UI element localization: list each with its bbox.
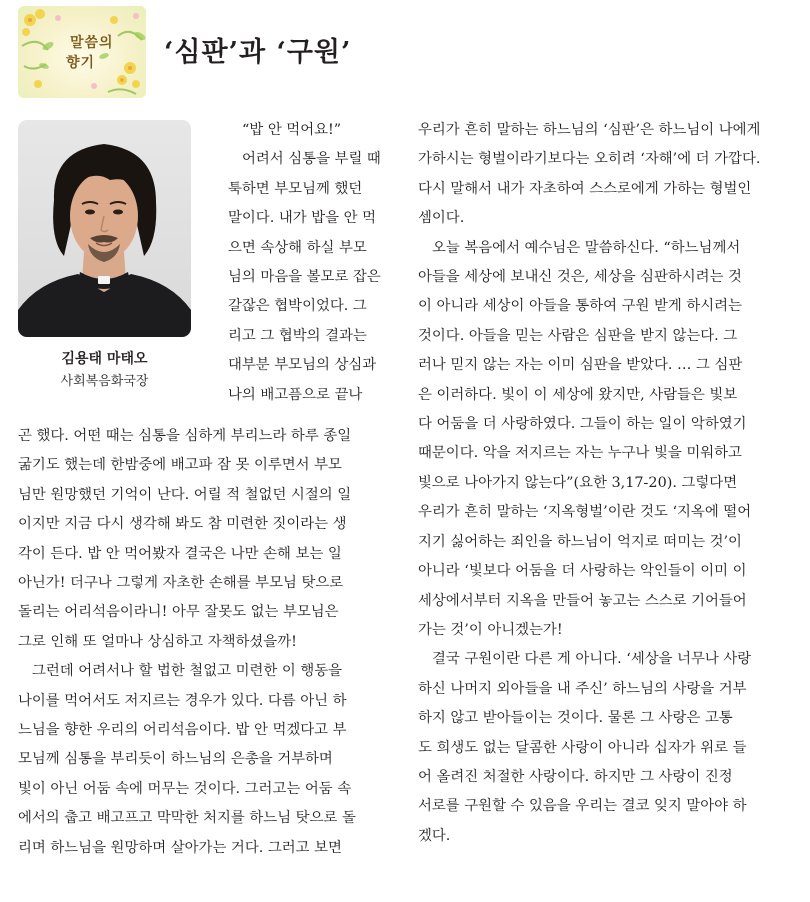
article-column-top-left [228, 116, 396, 410]
priest-portrait-icon [18, 120, 191, 337]
text-line: 오늘 복음에서 예수님은 말씀하신다. “하느님께서 [432, 239, 741, 256]
article-column-bottom-left [18, 422, 398, 863]
text-line: 툭하면 부모님께 했던 [228, 180, 363, 197]
text-line: 대부분 부모님의 상심과 [228, 357, 377, 374]
text-line: 가는 것’이 아니겠는가! [418, 621, 563, 638]
text-line: 갈잖은 협박이었다. 그 [228, 298, 367, 315]
text-line: 모님께 심통을 부리듯이 하느님의 은총을 거부하며 [18, 751, 333, 768]
text-line: 으면 속상해 하실 부모 [228, 239, 367, 256]
text-line: 아닌가! 더구나 그렇게 자초한 손해를 부모님 탓으로 [18, 575, 344, 592]
text-line: 세상에서부터 지옥을 만들어 놓고는 스스로 기어들어 [418, 592, 747, 609]
text-line: 에서의 춥고 배고프고 막막한 처지를 하느님 탓으로 돌 [18, 810, 356, 827]
text-line: 말이다. 내가 밥을 안 먹 [228, 210, 376, 227]
text-line: 굶기도 했는데 한밤중에 배고파 잠 못 이루면서 부모 [18, 457, 342, 474]
text-line: 가하시는 형벌이라기보다는 오히려 ‘자해’에 더 가깝다. [418, 151, 761, 168]
text-line: “밥 안 먹어요!” [242, 122, 342, 138]
text-line: 아니라 ‘빛보다 어둠을 더 사랑하는 악인들이 이미 이 [418, 563, 747, 580]
text-line: 어 올려진 처절한 사랑이다. 하지만 그 사랑이 진정 [418, 768, 733, 785]
text-line: 은 이러하다. 빛이 이 세상에 왔지만, 사람들은 빛보 [418, 386, 738, 403]
section-badge [18, 6, 146, 98]
text-line: 빛이 아닌 어둠 속에 머무는 것이다. 그러고는 어둠 속 [18, 780, 352, 797]
badge-text-line2: 향기 [66, 55, 96, 71]
text-line: 그런데 어려서나 할 법한 철없고 미련한 이 행동을 [32, 663, 343, 680]
author-photo [18, 120, 191, 337]
text-line: 도 희생도 없는 달콤한 사랑이 아니라 십자가 위로 들 [418, 739, 747, 756]
text-line: 다 어둠을 더 사랑하였다. 그들이 하는 일이 악하였기 [418, 416, 747, 433]
text-line: 나의 배고픔으로 끝나 [228, 386, 363, 403]
text-line: 님만 원망했던 기억이 난다. 어릴 적 철없던 시절의 일 [18, 486, 352, 503]
text-line: 돌리는 어리석음이라니! 아무 잘못도 없는 부모님은 [18, 604, 339, 621]
author-name: 김용태 마태오 [61, 351, 148, 367]
text-line: 우리가 흔히 말하는 ‘지옥형벌’이란 것도 ‘지옥에 떨어 [418, 504, 752, 521]
author-role: 사회복음화국장 [60, 374, 149, 389]
text-line: 곤 했다. 어떤 때는 심통을 심하게 부리느라 하루 종일 [18, 428, 352, 444]
text-line: 느님을 향한 우리의 어리석음이다. 밥 안 먹겠다고 부 [18, 722, 347, 739]
text-line: 겠다. [418, 827, 451, 844]
text-line: 아들을 세상에 보내신 것은, 세상을 심판하시려는 것 [418, 269, 742, 286]
text-line: 하신 나머지 외아들을 내 주신’ 하느님의 사랑을 거부 [418, 680, 747, 697]
text-line: 나이를 먹어서도 저지르는 경우가 있다. 다름 아닌 하 [18, 692, 347, 709]
text-line: 결국 구원이란 다른 게 아니다. ‘세상을 너무나 사랑 [432, 651, 752, 668]
text-line: 러나 믿지 않는 자는 이미 심판을 받았다. … 그 심판 [418, 357, 743, 374]
text-line: 지기 싫어하는 죄인을 하느님이 억지로 떠미는 것’이 [418, 533, 742, 550]
text-line: 리며 하느님을 원망하며 살아가는 거다. 그러고 보면 [18, 839, 342, 856]
text-line: 서로를 구원할 수 있음을 우리는 결코 잊지 말아야 하 [418, 798, 747, 815]
text-line: 하지 않고 받아들이는 것이다. 물론 그 사랑은 고통 [418, 710, 733, 727]
article-title: ‘심판’과 ‘구원’ [164, 37, 352, 68]
text-line: 어려서 심통을 부릴 때 [242, 151, 381, 168]
text-line: 각이 든다. 밥 안 먹어봤자 결국은 나만 손해 보는 일 [18, 545, 342, 562]
text-line: 다시 말해서 내가 자초하여 스스로에게 가하는 형벌인 [418, 180, 752, 197]
article-column-right [418, 116, 798, 851]
text-line: 빛으로 나아가지 않는다”(요한 3,17-20). 그렇다면 [418, 474, 738, 491]
text-line: 그로 인해 또 얼마나 상심하고 자책하셨을까! [18, 633, 297, 650]
text-line: 이지만 지금 다시 생각해 봐도 참 미련한 짓이라는 생 [18, 516, 347, 533]
text-line: 이 아니라 세상이 아들을 통하여 구원 받게 하시려는 [418, 298, 742, 315]
text-line: 것이다. 아들을 믿는 사람은 심판을 받지 않는다. 그 [418, 327, 738, 344]
text-line: 리고 그 협박의 결과는 [228, 327, 367, 344]
badge-text-line1: 말씀의 [70, 35, 114, 51]
text-line: 셈이다. [418, 210, 465, 227]
text-line: 우리가 흔히 말하는 하느님의 ‘심판’은 하느님이 나에게 [418, 122, 761, 138]
text-line: 님의 마음을 볼모로 잡은 [228, 269, 381, 286]
text-line: 때문이다. 악을 저지르는 자는 누구나 빛을 미워하고 [418, 445, 742, 462]
